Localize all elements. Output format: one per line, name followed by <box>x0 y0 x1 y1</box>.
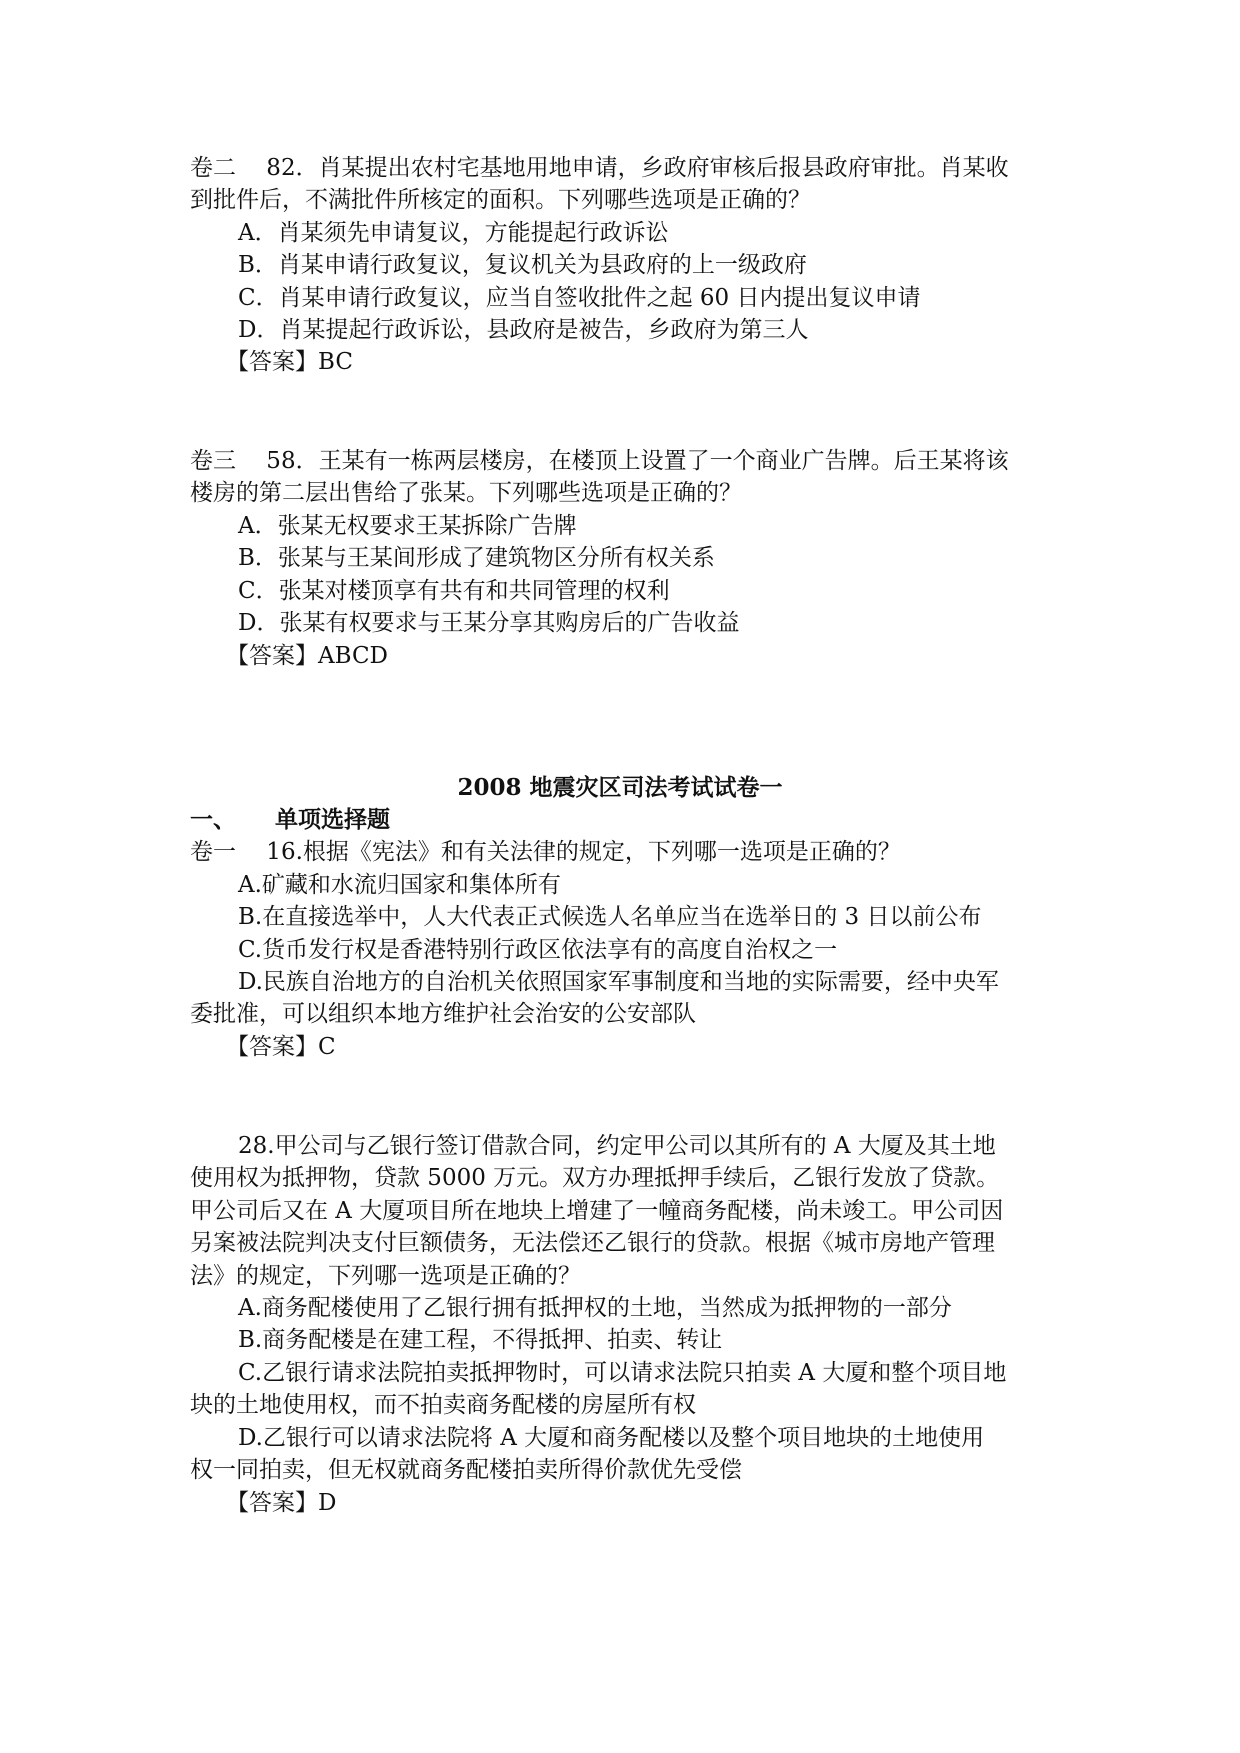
question-28-line-4: 另案被法院判决支付巨额债务，无法偿还乙银行的贷款。根据《城市房地产管理 <box>190 1230 995 1256</box>
option-d: D．肖某提起行政诉讼，县政府是被告，乡政府为第三人 <box>238 317 809 343</box>
answer: 【答案】BC <box>226 349 353 375</box>
question-82-line-2: 到批件后，不满批件所核定的面积。下列哪些选项是正确的？ <box>190 187 811 213</box>
question-28-line-3: 甲公司后又在 A 大厦项目所在地块上增建了一幢商务配楼，尚未竣工。甲公司因 <box>190 1198 1004 1224</box>
answer: 【答案】ABCD <box>226 643 388 669</box>
option-b: B.商务配楼是在建工程，不得抵押、拍卖、转让 <box>238 1327 723 1353</box>
option-d-line-1: D.民族自治地方的自治机关依照国家军事制度和当地的实际需要，经中央军 <box>238 969 999 995</box>
question-28-line-2: 使用权为抵押物，贷款 5000 万元。双方办理抵押手续后，乙银行发放了贷款。 <box>190 1165 1000 1191</box>
answer: 【答案】C <box>226 1034 336 1060</box>
option-a: A.商务配楼使用了乙银行拥有抵押权的土地，当然成为抵押物的一部分 <box>238 1295 952 1321</box>
question-82-line-1: 卷二 82．肖某提出农村宅基地用地申请，乡政府审核后报县政府审批。肖某收 <box>190 155 1009 181</box>
section-title: 2008 地震灾区司法考试试卷一 <box>457 774 783 801</box>
question-58-line-1: 卷三 58．王某有一栋两层楼房，在楼顶上设置了一个商业广告牌。后王某将该 <box>190 448 1009 474</box>
subsection-number: 一、 <box>190 806 236 833</box>
question-16-line-1: 卷一 16.根据《宪法》和有关法律的规定，下列哪一选项是正确的？ <box>190 839 901 865</box>
option-c: C．肖某申请行政复议，应当自签收批件之起 60 日内提出复议申请 <box>238 285 921 311</box>
question-58-line-2: 楼房的第二层出售给了张某。下列哪些选项是正确的？ <box>190 480 742 506</box>
option-a: A.矿藏和水流归国家和集体所有 <box>238 872 561 898</box>
option-d-line-1: D.乙银行可以请求法院将 A 大厦和商务配楼以及整个项目地块的土地使用 <box>238 1425 985 1451</box>
option-c-line-2: 块的土地使用权，而不拍卖商务配楼的房屋所有权 <box>190 1392 696 1418</box>
option-d-line-2: 权一同拍卖，但无权就商务配楼拍卖所得价款优先受偿 <box>190 1457 742 1483</box>
question-28-line-1: 28.甲公司与乙银行签订借款合同，约定甲公司以其所有的 A 大厦及其土地 <box>238 1133 996 1159</box>
option-b: B．肖某申请行政复议，复议机关为县政府的上一级政府 <box>238 252 807 278</box>
option-b: B.在直接选举中，人大代表正式候选人名单应当在选举日的 3 日以前公布 <box>238 904 982 930</box>
option-b: B．张某与王某间形成了建筑物区分所有权关系 <box>238 545 715 571</box>
question-28-line-5: 法》的规定，下列哪一选项是正确的？ <box>190 1263 581 1289</box>
subsection-title: 单项选择题 <box>275 806 390 833</box>
option-d: D．张某有权要求与王某分享其购房后的广告收益 <box>238 610 740 636</box>
option-c-line-1: C.乙银行请求法院拍卖抵押物时，可以请求法院只拍卖 A 大厦和整个项目地 <box>238 1360 1007 1386</box>
option-c: C.货币发行权是香港特别行政区依法享有的高度自治权之一 <box>238 937 838 963</box>
option-a: A．肖某须先申请复议，方能提起行政诉讼 <box>238 220 669 246</box>
answer: 【答案】D <box>226 1490 337 1516</box>
option-c: C．张某对楼顶享有共有和共同管理的权利 <box>238 578 670 604</box>
option-a: A．张某无权要求王某拆除广告牌 <box>238 513 577 539</box>
option-d-line-2: 委批准，可以组织本地方维护社会治安的公安部队 <box>190 1001 696 1027</box>
